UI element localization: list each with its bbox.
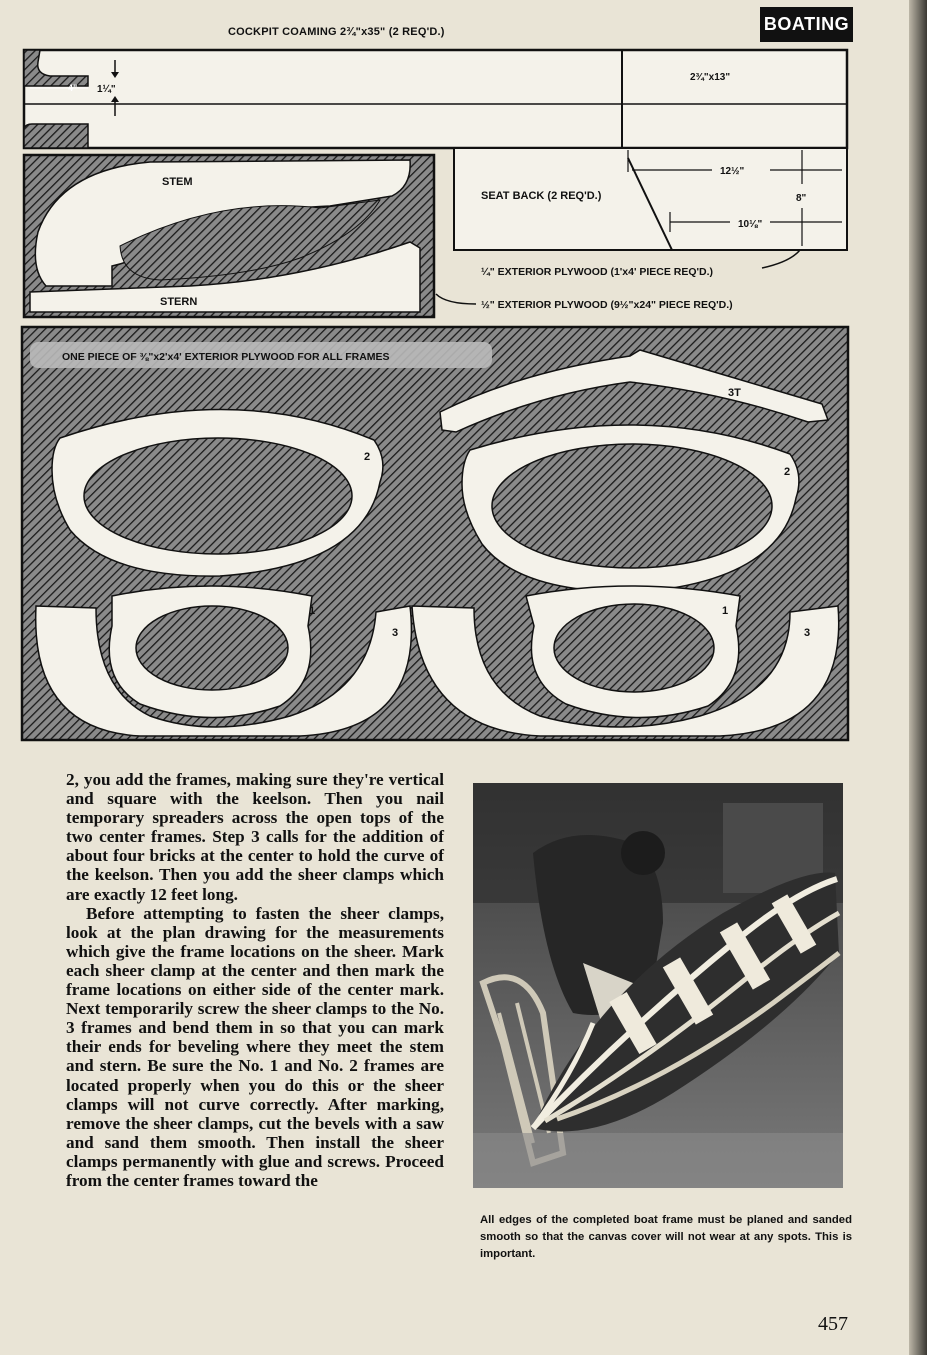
- coaming-right-dim: 2¾"x13": [690, 72, 731, 83]
- coaming-panel: [24, 50, 847, 148]
- coaming-label: COCKPIT COAMING 2¾"x35" (2 REQ'D.): [228, 26, 445, 38]
- boat-frame-photo: [473, 783, 843, 1188]
- frames-panel: [22, 327, 848, 740]
- frame-label-2-left: 2: [364, 451, 371, 463]
- frame-label-1-right: 1: [722, 605, 729, 617]
- dim-height: 8": [796, 193, 807, 204]
- section-tab: BOATING: [760, 7, 853, 42]
- coaming-dim-a: 4": [68, 83, 78, 93]
- article-body: [66, 770, 444, 1190]
- plywood-half-label: ½" EXTERIOR PLYWOOD (9½"x24" PIECE REQ'D.): [481, 299, 733, 311]
- photo-caption: All edges of the completed boat frame must be planed and sanded smooth so that the canvas cover will not wear at any spots. This is important.: [480, 1214, 852, 1260]
- frame-label-3t: 3T: [728, 387, 741, 399]
- frame-label-3-left: 3: [392, 627, 399, 639]
- frame-label-1-left: 1: [309, 605, 316, 617]
- page-number: 457: [818, 1313, 848, 1335]
- body-paragraph: 2, you add the frames, making sure they're vertical and square with the keelson. Then you nail temporary spreaders across the open tops of the two center frames. Step 3 calls for the addition of about four bricks at the center to hold the curve of the keelson. Then you add the sheer clamps which are exactly 12 feet long.: [66, 770, 444, 904]
- stern-label: STERN: [160, 296, 198, 308]
- dim-bottom: 10⅛": [738, 219, 763, 230]
- seat-back-label: SEAT BACK (2 REQ'D.): [481, 190, 602, 202]
- seat-back-panel: [436, 148, 847, 304]
- coaming-dim-b: 1¼": [97, 84, 116, 95]
- stem-label: STEM: [162, 176, 193, 188]
- frames-label: ONE PIECE OF ⅜"x2'x4' EXTERIOR PLYWOOD FOR ALL FRAMES: [62, 351, 390, 363]
- dim-top: 12½": [720, 166, 745, 177]
- plywood-quarter-label: ¼" EXTERIOR PLYWOOD (1'x4' PIECE REQ'D.): [481, 266, 714, 278]
- frame-label-3-right: 3: [804, 627, 811, 639]
- body-paragraph: Before attempting to fasten the sheer clamps, look at the plan drawing for the measurements which give the frame locations on the sheer. Mark each sheer clamp at the center and then mark the frame locations on either side of the center mark. Next temporarily screw the sheer clamps to the No. 3 frames and bend them in so that you can mark their ends for beveling where they meet the stem and stern. Be sure the No. 1 and No. 2 frames are located properly when you do this or the sheer clamps will not curve correctly. After marking, remove the sheer clamps, cut the bevels with a saw and sand them smooth. Then install the sheer clamps permanently with glue and screws. Proceed from the center frames toward the: [66, 903, 444, 1190]
- frame-label-2-right: 2: [784, 466, 791, 478]
- stem-stern-panel: [24, 155, 434, 317]
